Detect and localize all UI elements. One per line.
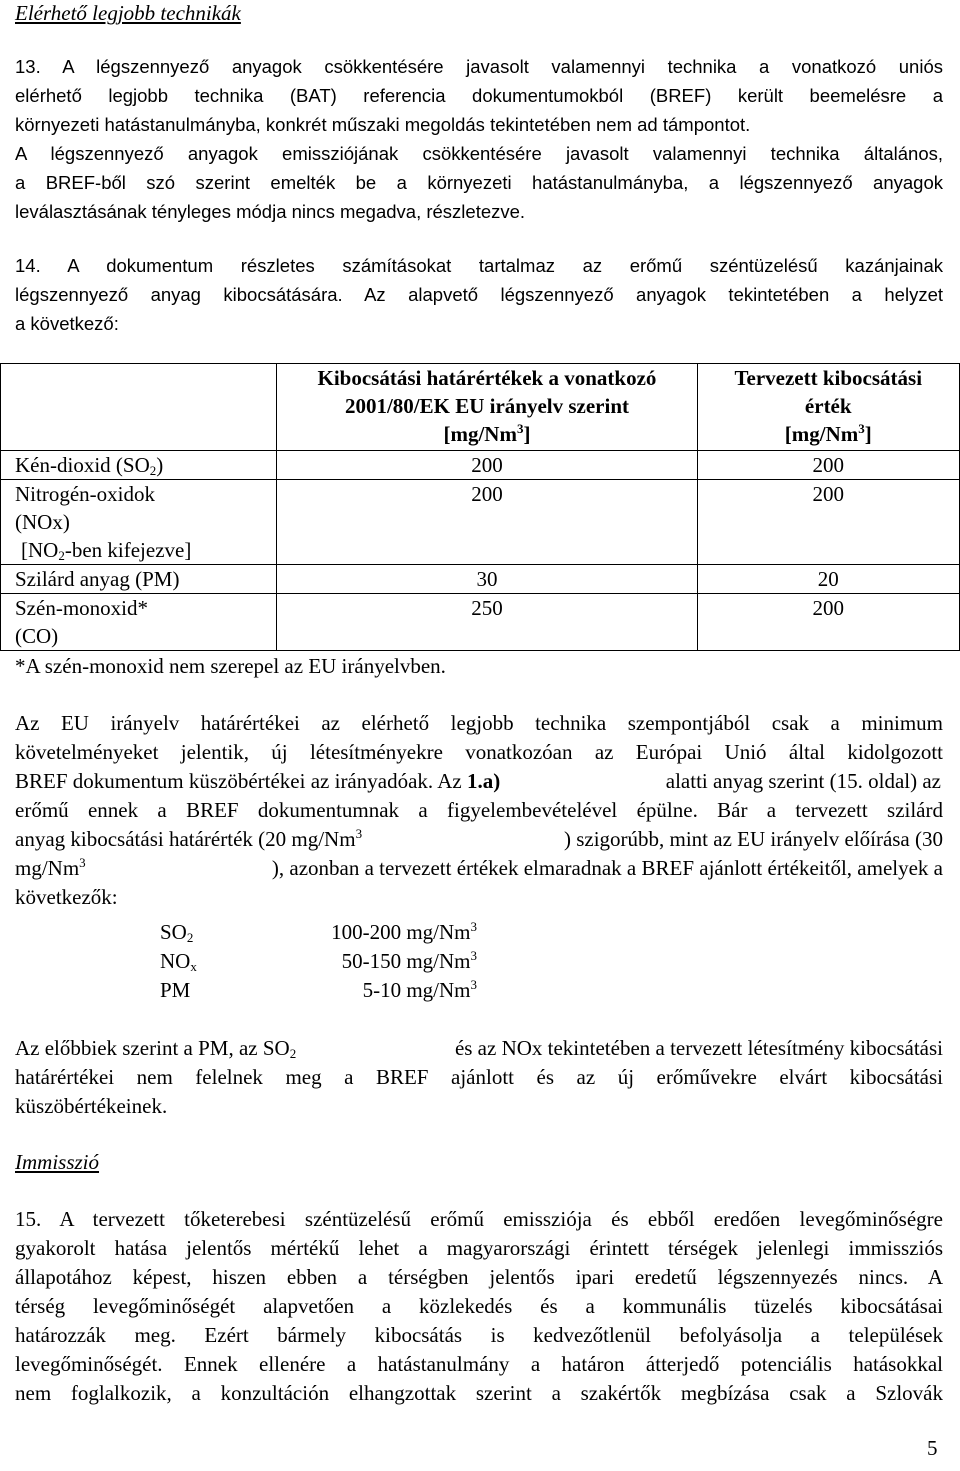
table-row [1,594,960,651]
pollutant-name: Szilárd anyag (PM) [1,565,277,594]
page-number: 5 [927,1436,938,1460]
p-conclusion-line: Az előbbiek szerint a PM, az $SO_2$ és az NOx tekintetében a tervezett létesítmény kibocsátási [15,1036,943,1061]
limit-value: 200 [277,451,697,480]
p14-line: 14. A dokumentum részletes számításokat tartalmaz az erőmű széntüzelésű kazánjainak [15,255,943,276]
p13-line: 13. A légszennyező anyagok csökkentésére javasolt valamennyi technika a vonatkozó uniós [15,56,943,77]
p14-line: légszennyező anyag kibocsátására. Az alapvető légszennyező anyagok tekintetében a helyzet [15,284,943,305]
table-corner-cell [1,364,277,451]
p-eu-line: következők: [15,885,118,909]
p-conclusion-line: küszöbértékeinek. [15,1094,168,1118]
table-footnote: *A szén-monoxid nem szerepel az EU irányelvben. [15,654,446,678]
planned-value: 200 [697,451,960,480]
table-row [1,480,960,565]
planned-value: 200 [697,594,960,651]
section-heading-immission: Immisszió [15,1150,100,1174]
p-eu-line: BREF dokumentum küszöbértékei az irányadóak. Az 1.a) alatti anyag szerint (15. oldal) az [15,769,941,793]
p-eu-line: követelményeket jelentik, új létesítményekre vonatkozóan az Európai Unió által kidolgozott [15,740,943,764]
p-eu-line: erőmű ennek a BREF dokumentumnak a figyelembevételével épülne. Bár a tervezett szilárd [15,798,943,822]
p-eu-line: Az EU irányelv határértékei az elérhető legjobb technika szempontjából csak a minimum [15,711,943,735]
p13-line: elérhető legjobb technika (BAT) referencia dokumentumokból (BREF) került beemelésre a [15,85,943,106]
p13-line: leválasztásának tényleges módja nincs megadva, részletezve. [15,201,526,222]
limit-value: 30 [277,565,697,594]
limit-value: 250 [277,594,697,651]
p15-line: levegőminőségét. Ennek ellenére a hatástanulmány a határon átterjedő potenciális hatásokkal [15,1352,943,1376]
pollutant-name: Kén-dioxid $(SO_2)$ [1,451,277,480]
section-heading-bat: Elérhető legjobb technikák [15,1,241,25]
table-row [1,565,960,594]
p-conclusion-line: határértékei nem felelnek meg a BREF ajánlott és az új erőművekre elvárt kibocsátási [15,1065,943,1089]
table-header-planned: Tervezett kibocsátási érték [mg/Nm$^3$] [697,364,960,451]
p-eu-line: anyag kibocsátási határérték (20 mg/Nm$^3$ ) szigorúbb, mint az EU irányelv előírása (30 [15,826,943,851]
p-eu-line: mg/Nm$^3$ ), azonban a tervezett értékek elmaradnak a BREF ajánlott értékeitől, amelyek a [15,855,943,880]
planned-value: 200 [697,480,960,565]
p15-line: nem foglalkozik, a konzultáción elhangzottak szerint a szakértők megbízása csak a Szlovák [15,1381,943,1405]
pollutant-name: Nitrogén-oxidok (NOx) [$NO_2$-ben kifejezve] [1,480,277,565]
p14-line: a következő: [15,313,119,334]
table-row [1,451,960,480]
table-header-limit: Kibocsátási határértékek a vonatkozó 2001/80/EK EU irányelv szerint [mg/Nm$^3$] [277,364,697,451]
p15-line: 15. A tervezett tőketerebesi széntüzelésű erőmű emissziója és ebből eredően levegőminőségre [15,1207,943,1231]
pollutant-name: Szén-monoxid* (CO) [1,594,277,651]
p15-line: állapotához képest, hiszen ebben a térségben jelentős ipari eredetű légszennyezés nincs. A [15,1265,943,1289]
emission-limits-table [0,363,960,651]
p15-line: gyakorolt hatása jelentős mértékű lehet a magyarországi érintett térségek jelenlegi immissziós [15,1236,943,1260]
p13-line: a BREF-ből szó szerint emelték be a környezeti hatástanulmányba, a légszennyező anyagok [15,172,943,193]
p13-line: környezeti hatástanulmányba, konkrét műszaki megoldás tekintetében nem ad támpontot. [15,114,751,135]
limit-value: 200 [277,480,697,565]
p15-line: határozzák meg. Ezért bármely kibocsátás is kedvezőtlenül befolyásolja a települések [15,1323,943,1347]
planned-value: 20 [697,565,960,594]
p15-line: térség levegőminőségét alapvetően a közlekedés és a kommunális tüzelés kibocsátásai [15,1294,943,1318]
p13-line: A légszennyező anyagok emissziójának csökkentésére javasolt valamennyi technika általános, [15,143,943,164]
